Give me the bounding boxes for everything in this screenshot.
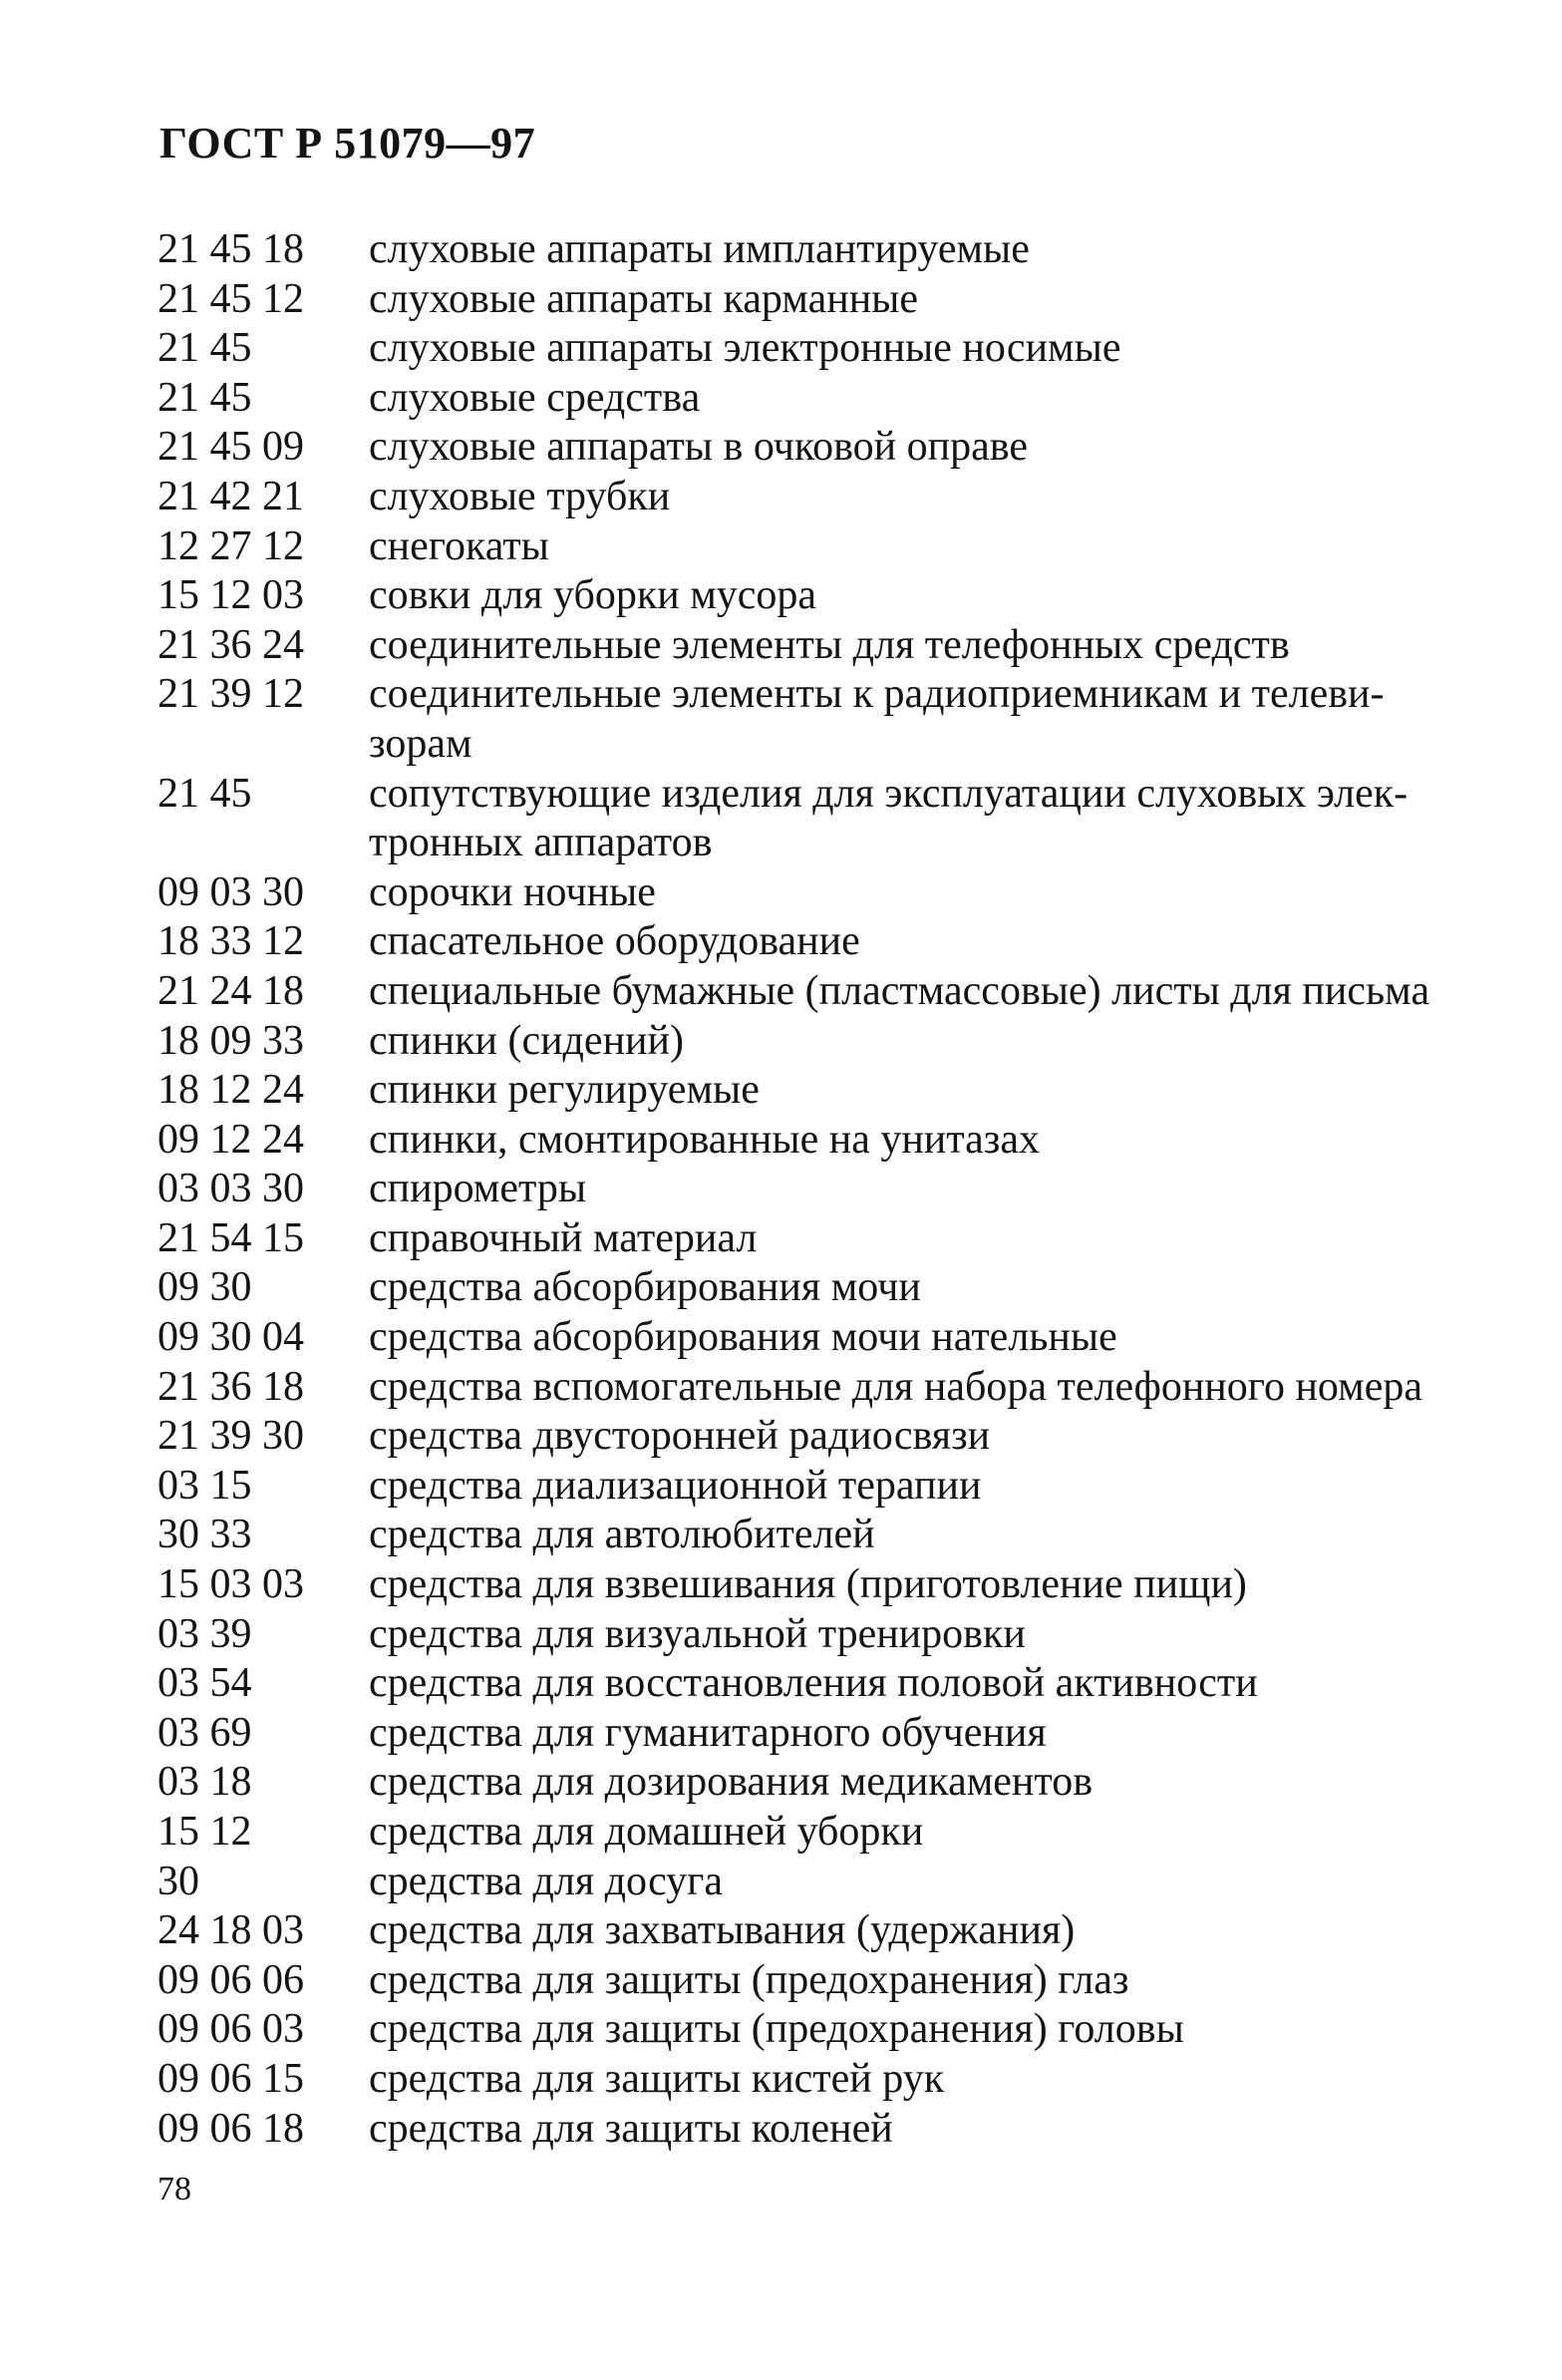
index-entry (157, 1808, 1533, 1858)
entry-code: 03 69 (157, 1709, 252, 1756)
index-entry (157, 423, 1533, 473)
entry-code: 21 54 15 (157, 1214, 304, 1261)
index-entry (157, 1956, 1533, 2006)
entry-code: 09 30 04 (157, 1314, 304, 1361)
entry-term: средства для защиты кистей рук (369, 2055, 945, 2102)
entry-term: средства диализационной терапии (369, 1462, 982, 1509)
entry-code: 15 03 03 (157, 1561, 304, 1608)
entry-term: средства для домашней уборки (369, 1809, 924, 1855)
index-entry (157, 1363, 1533, 1413)
entry-term: спинки регулируемые (369, 1067, 760, 1114)
entry-term: слуховые аппараты имплантируемые (369, 226, 1030, 272)
index-entry (157, 967, 1533, 1017)
index-entry (157, 1610, 1533, 1660)
entry-term: сорочки ночные (369, 868, 656, 915)
index-entry-continuation (157, 720, 1533, 770)
entry-term: средства для защиты (предохранения) глаз (369, 1956, 1129, 2003)
entry-code: 21 45 (157, 325, 252, 372)
index-entry (157, 225, 1533, 275)
entry-term: слуховые аппараты в очковой оправе (369, 424, 1029, 471)
entry-term: средства для защиты (предохранения) головы (369, 2006, 1184, 2053)
index-entry (157, 1462, 1533, 1512)
entry-term: совки для уборки мусора (369, 572, 817, 619)
index-entry (157, 2005, 1533, 2055)
entry-term: слуховые аппараты электронные носимые (369, 325, 1121, 372)
entry-code: 18 12 24 (157, 1067, 304, 1114)
entry-code: 21 45 12 (157, 275, 304, 322)
index-entry (157, 1511, 1533, 1560)
document-header: ГОСТ Р 51079—97 (159, 119, 536, 168)
index-entry (157, 917, 1533, 967)
entry-term: слуховые средства (369, 374, 701, 421)
index-entry (157, 1263, 1533, 1313)
index-entry (157, 1560, 1533, 1610)
entry-term: средства абсорбирования мочи (369, 1264, 921, 1311)
entry-code: 09 06 06 (157, 1956, 304, 2003)
entry-code: 09 06 15 (157, 2055, 304, 2102)
index-entry (157, 1709, 1533, 1759)
entry-code: 09 03 30 (157, 868, 304, 915)
entry-code: 21 39 12 (157, 671, 304, 718)
entry-code: 21 42 21 (157, 473, 304, 519)
index-list (157, 225, 1533, 2154)
entry-term: слуховые аппараты карманные (369, 275, 919, 322)
entry-term: спинки, смонтированные на унитазах (369, 1116, 1041, 1163)
index-entry (157, 1758, 1533, 1808)
entry-term: тронных аппаратов (369, 820, 713, 866)
entry-term: средства для дозирования медикаментов (369, 1759, 1093, 1806)
entry-code: 21 39 30 (157, 1413, 304, 1460)
entry-code: 03 15 (157, 1462, 252, 1509)
index-entry (157, 1017, 1533, 1067)
index-entry (157, 275, 1533, 325)
index-entry (157, 770, 1533, 820)
entry-code: 03 39 (157, 1610, 252, 1657)
entry-term: средства вспомогательные для набора телефонного номера (369, 1363, 1422, 1410)
entry-code: 21 45 18 (157, 226, 304, 272)
entry-term: средства для захватывания (удержания) (369, 1907, 1076, 1954)
entry-code: 21 36 18 (157, 1363, 304, 1410)
entry-term: справочный материал (369, 1214, 758, 1261)
index-entry (157, 868, 1533, 918)
index-entry (157, 2105, 1533, 2155)
index-entry (157, 621, 1533, 671)
entry-term: соединительные элементы для телефонных средств (369, 621, 1290, 668)
entry-code: 09 30 (157, 1264, 252, 1311)
index-entry (157, 324, 1533, 374)
entry-term: снегокаты (369, 522, 549, 569)
entry-code: 21 45 (157, 770, 252, 817)
index-entry (157, 1116, 1533, 1166)
entry-code: 21 24 18 (157, 967, 304, 1014)
entry-term: зорам (369, 720, 472, 767)
entry-term: средства двусторонней радиосвязи (369, 1413, 991, 1460)
index-entry (157, 670, 1533, 720)
index-entry (157, 1659, 1533, 1709)
entry-code: 30 (157, 1858, 199, 1904)
entry-term: средства для взвешивания (приготовление пищи) (369, 1561, 1247, 1608)
entry-code: 18 09 33 (157, 1017, 304, 1064)
entry-term: средства для автолюбителей (369, 1512, 875, 1558)
index-entry (157, 1412, 1533, 1462)
index-entry (157, 571, 1533, 621)
index-entry (157, 1066, 1533, 1116)
entry-term: спинки (сидений) (369, 1017, 684, 1064)
entry-code: 12 27 12 (157, 522, 304, 569)
index-entry-continuation (157, 819, 1533, 868)
entry-term: сопутствующие изделия для эксплуатации слуховых элек- (369, 770, 1408, 817)
index-entry (157, 1858, 1533, 1907)
entry-code: 24 18 03 (157, 1907, 304, 1954)
index-entry (157, 1165, 1533, 1214)
index-entry (157, 1313, 1533, 1363)
entry-code: 21 36 24 (157, 621, 304, 668)
entry-term: спасательное оборудование (369, 918, 860, 965)
index-entry (157, 1214, 1533, 1264)
entry-code: 21 45 09 (157, 424, 304, 471)
entry-term: слуховые трубки (369, 473, 671, 519)
entry-term: средства для досуга (369, 1858, 724, 1904)
entry-code: 15 12 (157, 1809, 252, 1855)
entry-term: средства для визуальной тренировки (369, 1610, 1026, 1657)
entry-code (157, 819, 369, 868)
entry-term: соединительные элементы к радиоприемникам и телеви- (369, 671, 1385, 718)
entry-code: 03 54 (157, 1660, 252, 1707)
entry-code: 30 33 (157, 1512, 252, 1558)
entry-term: спирометры (369, 1166, 587, 1212)
page-number: 78 (157, 2171, 191, 2208)
entry-term: средства для восстановления половой активности (369, 1660, 1258, 1707)
index-entry (157, 374, 1533, 424)
entry-term: средства абсорбирования мочи нательные (369, 1314, 1117, 1361)
entry-code: 21 45 (157, 374, 252, 421)
entry-term: средства для защиты коленей (369, 2105, 893, 2152)
entry-code (157, 720, 369, 770)
index-entry (157, 2055, 1533, 2105)
entry-code: 15 12 03 (157, 572, 304, 619)
entry-term: специальные бумажные (пластмассовые) листы для письма (369, 967, 1430, 1014)
entry-code: 03 18 (157, 1759, 252, 1806)
entry-code: 03 03 30 (157, 1166, 304, 1212)
entry-code: 09 06 18 (157, 2105, 304, 2152)
entry-code: 09 06 03 (157, 2006, 304, 2053)
index-entry (157, 522, 1533, 572)
entry-code: 18 33 12 (157, 918, 304, 965)
entry-code: 09 12 24 (157, 1116, 304, 1163)
entry-term: средства для гуманитарного обучения (369, 1709, 1047, 1756)
index-entry (157, 473, 1533, 522)
index-entry (157, 1906, 1533, 1956)
